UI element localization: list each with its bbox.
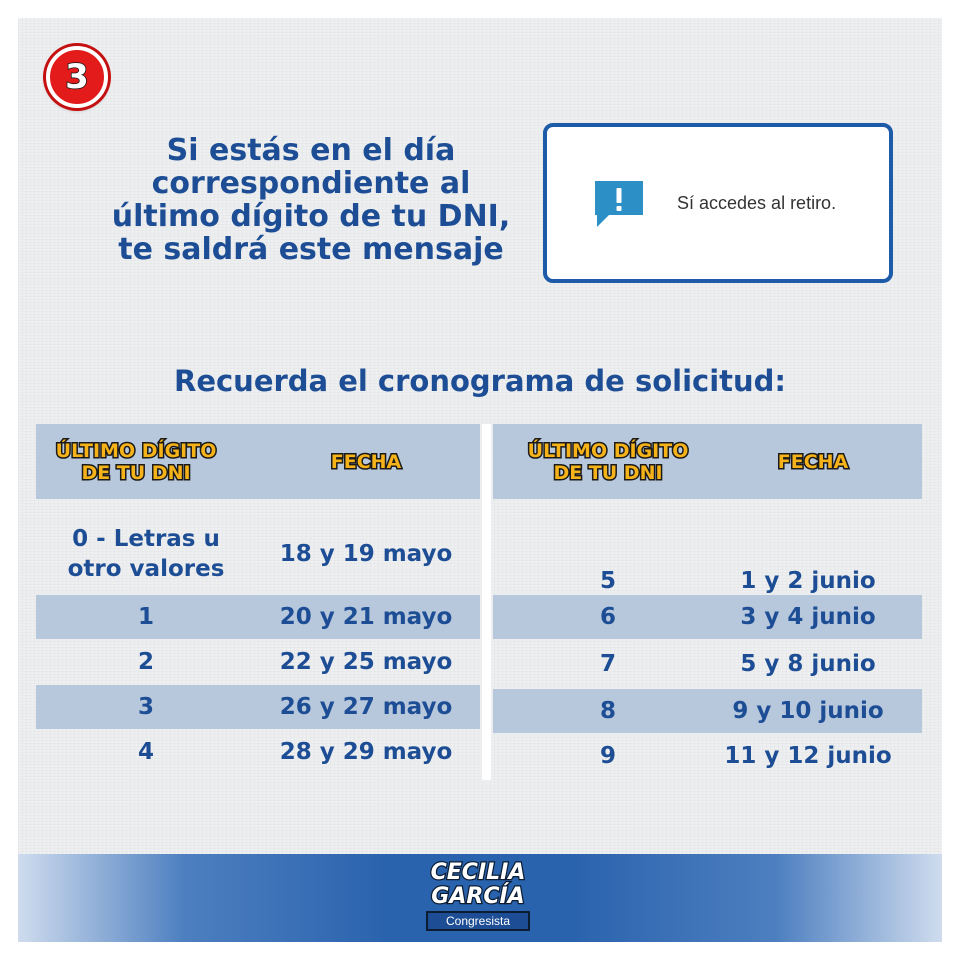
step-number-badge	[46, 46, 108, 108]
brand-role: Congresista	[426, 911, 530, 931]
schedule-table-left	[36, 424, 480, 765]
digit-cell: 4	[137, 739, 154, 765]
table-row	[493, 689, 922, 733]
intro-line: Si estás en el día	[166, 133, 456, 168]
infographic-page	[18, 18, 942, 942]
digit-cell: 8	[599, 698, 616, 724]
date-cell: 3 y 4 junio	[740, 604, 876, 630]
table-row	[493, 639, 922, 689]
date-cell: 20 y 21 mayo	[279, 604, 453, 630]
intro-line: te saldrá este mensaje	[118, 232, 504, 267]
digit-cell: 3	[137, 694, 154, 720]
digit-cell: 2	[137, 649, 154, 675]
schedule-title: Recuerda el cronograma de solicitud:	[173, 364, 787, 398]
digit-cell: 6	[599, 604, 616, 630]
header-digit: ÚLTIMO DÍGITO DE TU DNI	[527, 439, 689, 484]
brand-name-line1: CECILIA	[430, 860, 526, 885]
date-cell: 28 y 29 mayo	[279, 739, 453, 765]
date-cell: 26 y 27 mayo	[279, 694, 453, 720]
message-text: Sí accedes al retiro.	[677, 193, 837, 213]
header-date: FECHA	[777, 450, 849, 473]
digit-cell: 5	[599, 568, 616, 594]
step-number: 3	[65, 57, 89, 97]
table-divider	[482, 424, 491, 780]
date-cell: 11 y 12 junio	[724, 743, 892, 769]
date-cell: 9 y 10 junio	[732, 698, 884, 724]
brand-name-line2: GARCÍA	[431, 884, 525, 909]
table-header	[493, 424, 922, 499]
table-row	[493, 733, 922, 779]
digit-cell: 1	[137, 604, 154, 630]
table-header	[36, 424, 480, 499]
date-cell: 5 y 8 junio	[740, 651, 876, 677]
digit-cell: 0 - Letras u otro valores	[67, 526, 225, 582]
message-preview-box	[543, 123, 893, 283]
header-date: FECHA	[330, 450, 402, 473]
exclamation-speech-bubble-icon	[593, 179, 645, 231]
schedule-table-right	[493, 424, 922, 769]
table-row	[36, 513, 480, 595]
header-digit: ÚLTIMO DÍGITO DE TU DNI	[55, 439, 217, 484]
table-row	[493, 595, 922, 639]
date-cell: 18 y 19 mayo	[279, 541, 453, 567]
table-row	[36, 729, 480, 775]
table-row	[36, 595, 480, 639]
table-row	[36, 685, 480, 729]
digit-cell: 9	[599, 743, 616, 769]
digit-cell: 7	[599, 651, 616, 677]
brand-logo	[413, 861, 543, 931]
intro-line: correspondiente al	[151, 166, 471, 201]
table-row	[36, 639, 480, 685]
date-cell: 22 y 25 mayo	[279, 649, 453, 675]
date-cell: 1 y 2 junio	[740, 568, 876, 594]
intro-text	[96, 134, 526, 266]
intro-line: último dígito de tu DNI,	[111, 199, 511, 234]
